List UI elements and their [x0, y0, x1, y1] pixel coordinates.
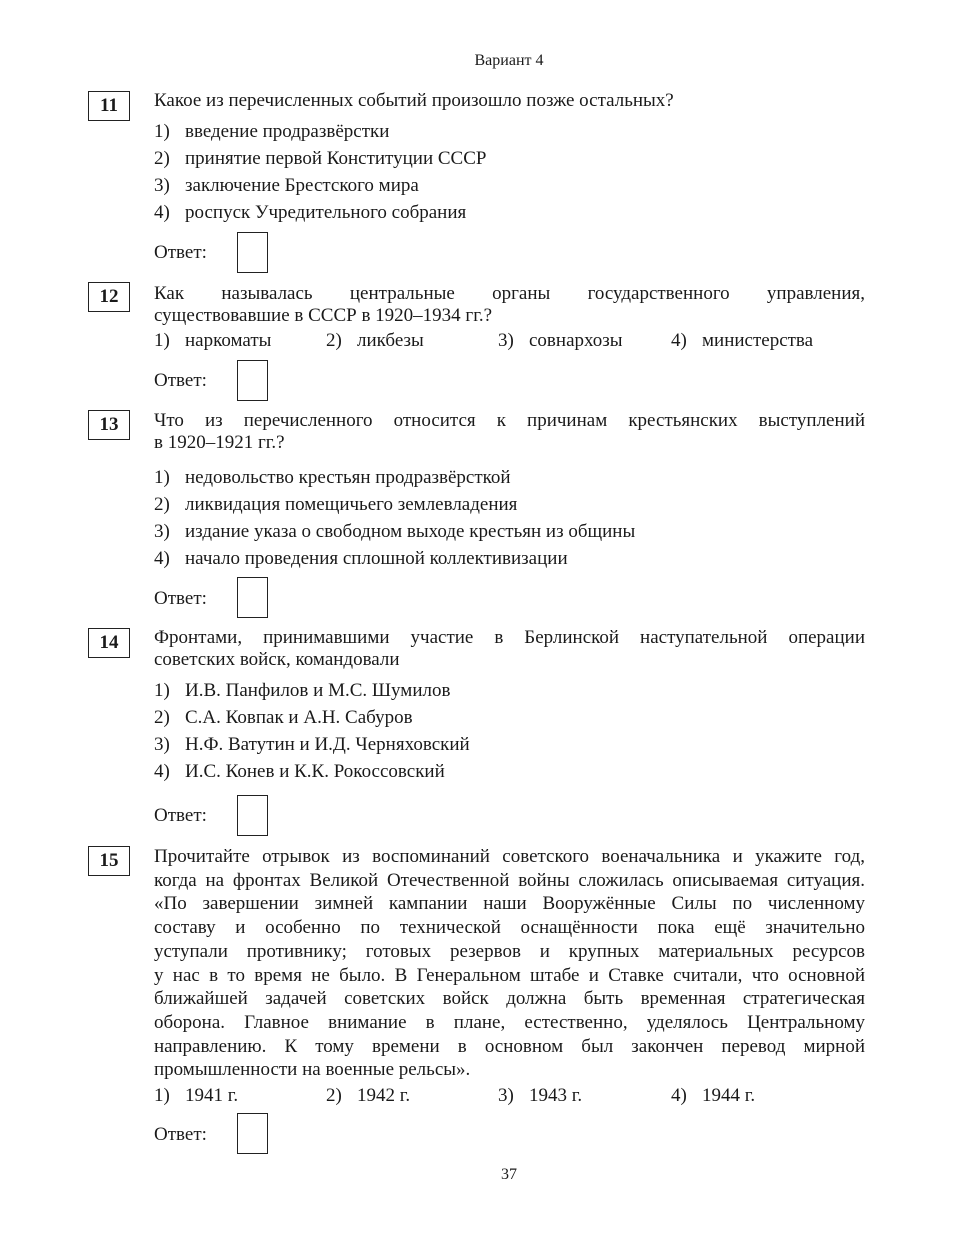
- q14-answer-label: Ответ:: [154, 805, 207, 826]
- q14-option-4: 4) И.С. Конев и К.К. Рокоссовский: [154, 761, 445, 782]
- q15-line-6: у нас в то время не было. В Генеральном штабе и Ставке считали, что основной: [154, 964, 865, 986]
- q13-option-1: 1) недовольство крестьян продразвёрсткой: [154, 467, 511, 488]
- q12-option-4: 4) министерства: [671, 330, 814, 351]
- q11-answer-label: Ответ:: [154, 242, 207, 263]
- q15-line-4: составу и особенно по технической оснащённости пока ещё значительно: [154, 917, 865, 939]
- q15-line-9: направлению. К тому времени в основном был закончен перевод мирной: [154, 1035, 865, 1057]
- q11-option-1: 1) введение продразвёрстки: [154, 121, 390, 142]
- q15-line-5: уступали противнику; готовых резервов и крупных материальных ресурсов: [154, 940, 865, 962]
- q15-option-1: 1) 1941 г.: [154, 1085, 239, 1106]
- q14-option-2: 2) С.А. Ковпак и А.Н. Сабуров: [154, 707, 413, 728]
- q13-option-2: 2) ликвидация помещичьего землевладения: [154, 494, 518, 515]
- q12-option-3: 3) совнархозы: [498, 330, 623, 351]
- q12-answer-label: Ответ:: [154, 370, 207, 391]
- q12-option-2: 2) ликбезы: [326, 330, 424, 351]
- question-13-text-line2: в 1920–1921 гг.?: [154, 432, 285, 453]
- q15-line-2: когда на фронтах Великой Отечественной войны сложилась описываемая ситуация.: [154, 869, 865, 891]
- question-12-text-line1: Как называлась центральные органы государственного управления,: [154, 283, 865, 304]
- question-15-passage: [154, 845, 865, 1082]
- q11-option-3: 3) заключение Брестского мира: [154, 175, 419, 196]
- q15-line-10: промышленности на военные рельсы».: [154, 1059, 471, 1081]
- q15-line-8: оборона. Главное внимание в плане, естественно, уделялось Центральному: [154, 1011, 865, 1033]
- page-number: 37: [501, 1166, 517, 1183]
- question-11-number: 11: [88, 91, 130, 121]
- q11-option-2: 2) принятие первой Конституции СССР: [154, 148, 487, 169]
- q12-answer-box[interactable]: [237, 360, 268, 401]
- q15-answer-label: Ответ:: [154, 1124, 207, 1145]
- q13-option-3: 3) издание указа о свободном выходе крестьян из общины: [154, 521, 636, 542]
- q14-option-1: 1) И.В. Панфилов и М.С. Шумилов: [154, 680, 451, 701]
- question-13-text-line1: Что из перечисленного относится к причинам крестьянских выступлений: [154, 410, 865, 431]
- q11-option-4: 4) роспуск Учредительного собрания: [154, 202, 467, 223]
- q15-line-1: Прочитайте отрывок из воспоминаний советского военачальника и укажите год,: [154, 846, 865, 867]
- page-header: Вариант 4: [474, 52, 544, 69]
- question-13-number: 13: [88, 410, 130, 440]
- q13-answer-label: Ответ:: [154, 588, 207, 609]
- q15-answer-box[interactable]: [237, 1113, 268, 1154]
- question-11-text: Какое из перечисленных событий произошло позже остальных?: [154, 90, 674, 111]
- q13-answer-box[interactable]: [237, 577, 268, 618]
- question-12-number: 12: [88, 282, 130, 312]
- question-14-text-line2: советских войск, командовали: [154, 649, 400, 670]
- question-14-text-line1: Фронтами, принимавшими участие в Берлинской наступательной операции: [154, 627, 865, 648]
- q15-line-3: «По завершении зимней кампании наши Вооружённые Силы по численному: [154, 893, 865, 915]
- q15-option-4: 4) 1944 г.: [671, 1085, 756, 1106]
- question-12-text-line2: существовавшие в СССР в 1920–1934 гг.?: [154, 305, 493, 326]
- q15-line-7: ближайшей задачей советских войск должна быть временная стратегическая: [154, 988, 865, 1010]
- q14-answer-box[interactable]: [237, 795, 268, 836]
- question-14-number: 14: [88, 628, 130, 658]
- q13-option-4: 4) начало проведения сплошной коллективизации: [154, 548, 568, 569]
- q15-option-3: 3) 1943 г.: [498, 1085, 583, 1106]
- question-15-number: 15: [88, 846, 130, 876]
- q11-answer-box[interactable]: [237, 232, 268, 273]
- q12-option-1: 1) наркоматы: [154, 330, 272, 351]
- q15-option-2: 2) 1942 г.: [326, 1085, 411, 1106]
- q14-option-3: 3) Н.Ф. Ватутин и И.Д. Черняховский: [154, 734, 470, 755]
